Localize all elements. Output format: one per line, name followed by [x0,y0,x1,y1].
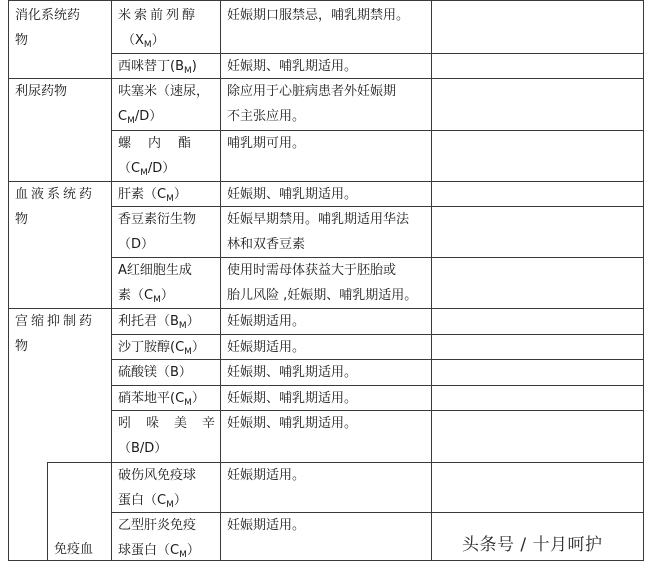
drug-name: ） [191,340,205,355]
watermark-text: 头条号 / 十月呵护 [462,535,603,555]
note-cell [227,207,409,257]
drug-name: ) [191,59,197,74]
drug-cell [118,207,196,257]
category-text [15,3,105,28]
drug-name: 螺 内 酯 [118,136,194,151]
drug-cell [118,258,192,313]
note-cell: 哺乳期可用。 [227,136,306,151]
drug-class [118,104,209,134]
drug-name: 呋塞米（速尿， [118,84,210,99]
note-line: 胎儿风险 ,妊娠期、哺乳期适用。 [227,288,418,303]
drug-name: 肝素（C [118,187,167,202]
drug-class-text: ） [151,33,165,48]
drug-name: 沙丁胺醇(C [118,340,185,355]
category-text: 物 [15,212,29,227]
drug-name: 破伤风免疫球 [118,468,197,483]
note-line: 使用时需母体获益大于胚胎或 [227,263,397,278]
row-line [8,560,644,561]
column-divider-note [220,0,221,561]
row-line [8,0,644,1]
note-cell: 妊娠期、哺乳期适用。 [227,391,358,406]
note-line: 妊娠早期禁用。哺乳期适用华法 [227,212,410,227]
note-cell: 妊娠期、哺乳期适用。 [227,187,358,202]
drug-class-text: /D） [134,109,163,124]
drug-name: A红细胞生成 [118,263,192,278]
category-cell-diuretic: 利尿药物 [15,84,68,99]
category-cell-digestive [15,3,105,53]
note-line: 林和双香豆素 [227,237,306,252]
drug-class [118,538,200,568]
drug-class-text: 蛋白（C [118,493,167,508]
drug-class-text: /D） [147,161,176,176]
drug-name: 乙型肝炎免疫 [118,518,197,533]
note-cell: 妊娠期适用。 [227,340,306,355]
drug-class-text: ） [160,288,174,303]
column-divider-extra [431,0,432,561]
note-cell [227,79,396,129]
drug-cell [118,3,214,58]
drug-class-text: 素（C [118,288,154,303]
drug-class-subscript: M [153,295,161,305]
drug-class-subscript: M [166,194,174,204]
drug-class-subscript: M [143,40,152,50]
drug-cell [118,411,216,461]
drug-class-text: （X [122,33,144,48]
row-line [8,308,644,309]
category-text: 物 [15,339,29,354]
note-line: 除应用于心脏病患者外妊娠期 [227,84,397,99]
drug-class-subscript: M [184,347,192,357]
note-cell: 妊娠期适用。 [227,314,306,329]
drug-name: 硝苯地平(C [118,391,185,406]
drug-class-subscript: M [179,550,187,560]
category-cell-tocolytic [15,309,95,359]
note-cell [227,258,417,308]
drug-cell [118,79,209,134]
drug-name: 香豆素衍生物 [118,212,197,227]
category-text: 血液系统药 [15,187,96,202]
note-cell: 妊娠期口服禁忌，哺乳期禁用。 [227,8,410,23]
table-border-left [8,0,9,561]
drug-cell [118,131,193,186]
category-cell-blood [15,182,95,232]
drug-name: 米索前列醇 [118,8,199,23]
note-cell: 妊娠期适用。 [227,468,306,483]
drug-class-subscript: M [127,116,135,126]
drug-class-text: （C [118,161,141,176]
drug-cell [118,513,200,568]
category-text: 宫缩抑制药 [15,314,96,329]
note-cell: 妊娠期、哺乳期适用。 [227,59,358,74]
drug-class-subscript: M [184,66,192,76]
drug-class-subscript: M [178,321,187,331]
drug-class-text: ） [186,543,200,558]
drug-class: （D） [118,237,155,252]
drug-name: 西咪替丁(B [118,59,184,74]
drug-name: 利托君（B [118,314,179,329]
subcategory-divider [47,462,48,561]
category-cell-immune: 免疫血 [54,542,94,557]
drug-class-text: C [118,109,128,124]
drug-class-subscript: M [140,168,148,178]
drug-name: ） [173,187,187,202]
drug-class-subscript: M [184,398,192,408]
category-line: 消化系统药 [15,8,81,23]
note-line: 不主张应用。 [227,109,306,124]
drug-cell [118,463,196,518]
table-border-right [643,0,644,561]
drug-name: 吲 哚 美 辛 [118,416,217,431]
drug-class-text: ） [173,493,187,508]
note-cell: 妊娠期、哺乳期适用。 [227,416,358,431]
drug-class-subscript: M [166,500,174,510]
note-cell: 妊娠期、哺乳期适用。 [227,365,358,380]
drug-cell: 硫酸镁（B） [118,365,192,380]
category-text: 物 [15,33,29,48]
drug-name: ） [186,314,200,329]
column-divider-drug [111,0,112,561]
drug-class-text: 球蛋白（C [118,543,180,558]
drug-class: （B/D） [118,441,168,456]
note-cell: 妊娠期适用。 [227,518,306,533]
drug-name: ） [191,391,205,406]
